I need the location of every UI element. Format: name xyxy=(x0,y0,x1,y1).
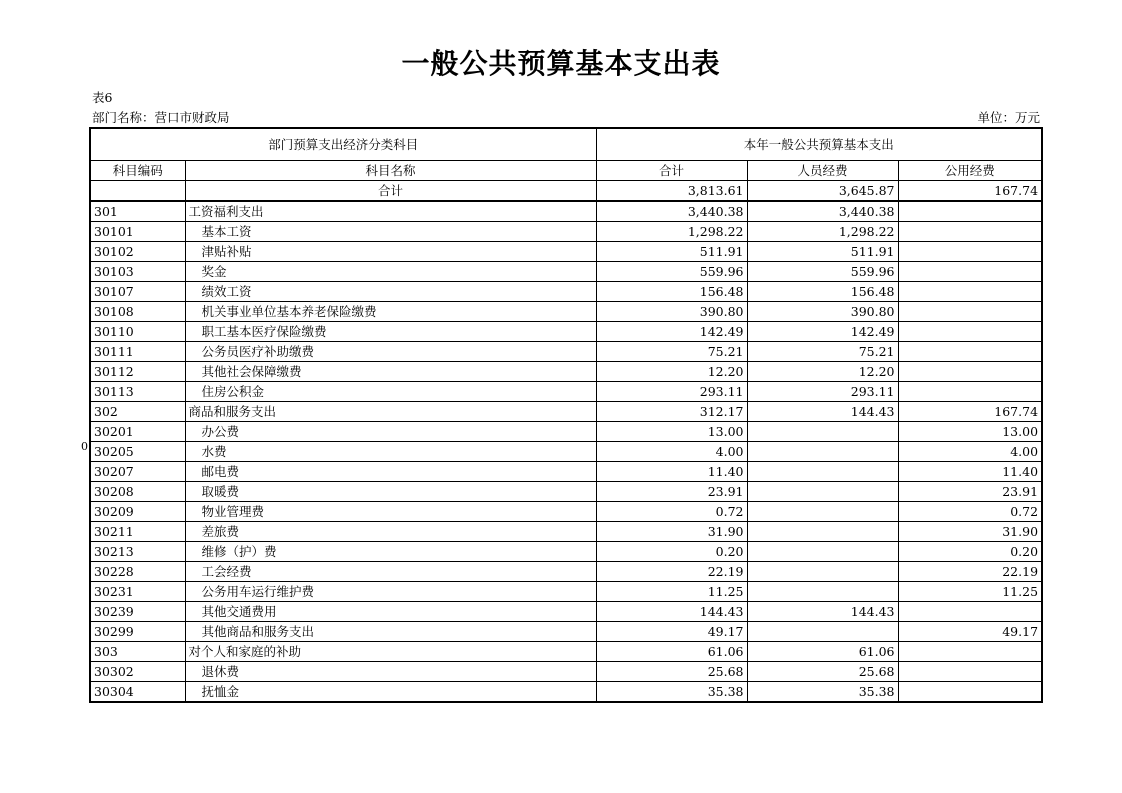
row-public xyxy=(898,322,1042,342)
row-public xyxy=(898,382,1042,402)
row-personnel xyxy=(747,522,898,542)
header-group-row xyxy=(90,128,1042,161)
row-code: 30102 xyxy=(90,242,185,262)
row-code: 30110 xyxy=(90,322,185,342)
row-personnel xyxy=(747,562,898,582)
row-total: 293.11 xyxy=(596,382,747,402)
row-code: 30108 xyxy=(90,302,185,322)
table-row xyxy=(90,422,1042,442)
table-row xyxy=(90,602,1042,622)
row-personnel xyxy=(747,422,898,442)
row-public: 167.74 xyxy=(898,402,1042,422)
table-row xyxy=(90,242,1042,262)
row-name: 职工基本医疗保险缴费 xyxy=(185,322,596,342)
row-name: 工会经费 xyxy=(185,562,596,582)
row-name: 机关事业单位基本养老保险缴费 xyxy=(185,302,596,322)
row-public xyxy=(898,302,1042,322)
row-public: 22.19 xyxy=(898,562,1042,582)
row-total: 11.25 xyxy=(596,582,747,602)
row-public: 23.91 xyxy=(898,482,1042,502)
row-total: 0.20 xyxy=(596,542,747,562)
row-total: 4.00 xyxy=(596,442,747,462)
row-name: 取暖费 xyxy=(185,482,596,502)
row-total: 12.20 xyxy=(596,362,747,382)
row-total: 35.38 xyxy=(596,682,747,703)
total-public: 167.74 xyxy=(898,181,1042,202)
table-row xyxy=(90,442,1042,462)
row-total: 390.80 xyxy=(596,302,747,322)
row-public xyxy=(898,602,1042,622)
row-code: 30209 xyxy=(90,502,185,522)
row-code: 30231 xyxy=(90,582,185,602)
header-group-left: 部门预算支出经济分类科目 xyxy=(90,128,596,161)
table-row xyxy=(90,662,1042,682)
row-personnel: 156.48 xyxy=(747,282,898,302)
row-code: 30304 xyxy=(90,682,185,703)
total-personnel: 3,645.87 xyxy=(747,181,898,202)
row-public: 0.72 xyxy=(898,502,1042,522)
row-total: 3,440.38 xyxy=(596,201,747,222)
header-total: 合计 xyxy=(596,161,747,181)
table-row xyxy=(90,362,1042,382)
row-name: 差旅费 xyxy=(185,522,596,542)
row-code: 30228 xyxy=(90,562,185,582)
row-name: 津贴补贴 xyxy=(185,242,596,262)
row-personnel xyxy=(747,482,898,502)
row-total: 25.68 xyxy=(596,662,747,682)
row-code: 30205 xyxy=(90,442,185,462)
stray-mark: 0 xyxy=(81,440,88,453)
row-total: 144.43 xyxy=(596,602,747,622)
row-name: 商品和服务支出 xyxy=(185,402,596,422)
department-name: 部门名称：营口市财政局 xyxy=(92,110,230,125)
row-code: 30107 xyxy=(90,282,185,302)
header-group-right: 本年一般公共预算基本支出 xyxy=(596,128,1042,161)
row-name: 其他商品和服务支出 xyxy=(185,622,596,642)
row-total: 13.00 xyxy=(596,422,747,442)
row-total: 11.40 xyxy=(596,462,747,482)
table-row xyxy=(90,462,1042,482)
page-title: 一般公共预算基本支出表 xyxy=(401,47,721,80)
row-personnel: 144.43 xyxy=(747,602,898,622)
unit-label: 单位：万元 xyxy=(977,110,1040,125)
expenditure-table xyxy=(89,127,1043,703)
total-total: 3,813.61 xyxy=(596,181,747,202)
header-public: 公用经费 xyxy=(898,161,1042,181)
row-name: 公务用车运行维护费 xyxy=(185,582,596,602)
row-total: 0.72 xyxy=(596,502,747,522)
table-row xyxy=(90,282,1042,302)
table-row xyxy=(90,502,1042,522)
row-code: 30208 xyxy=(90,482,185,502)
table-row xyxy=(90,622,1042,642)
row-personnel xyxy=(747,442,898,462)
row-code: 30239 xyxy=(90,602,185,622)
row-public: 49.17 xyxy=(898,622,1042,642)
row-total: 312.17 xyxy=(596,402,747,422)
row-personnel: 144.43 xyxy=(747,402,898,422)
row-public xyxy=(898,682,1042,703)
row-name: 维修（护）费 xyxy=(185,542,596,562)
row-total: 31.90 xyxy=(596,522,747,542)
row-public xyxy=(898,262,1042,282)
row-personnel xyxy=(747,622,898,642)
table-row xyxy=(90,562,1042,582)
row-name: 公务员医疗补助缴费 xyxy=(185,342,596,362)
row-name: 奖金 xyxy=(185,262,596,282)
row-personnel xyxy=(747,582,898,602)
table-row xyxy=(90,222,1042,242)
row-personnel: 35.38 xyxy=(747,682,898,703)
row-name: 住房公积金 xyxy=(185,382,596,402)
total-name: 合计 xyxy=(185,181,596,202)
table-row xyxy=(90,382,1042,402)
table-row xyxy=(90,201,1042,222)
row-code: 30113 xyxy=(90,382,185,402)
row-public xyxy=(898,222,1042,242)
row-code: 303 xyxy=(90,642,185,662)
row-personnel: 61.06 xyxy=(747,642,898,662)
row-public xyxy=(898,662,1042,682)
table-row xyxy=(90,262,1042,282)
table-row xyxy=(90,342,1042,362)
row-code: 30112 xyxy=(90,362,185,382)
row-code: 30103 xyxy=(90,262,185,282)
table-row xyxy=(90,642,1042,662)
row-personnel: 12.20 xyxy=(747,362,898,382)
row-public xyxy=(898,362,1042,382)
row-public xyxy=(898,201,1042,222)
row-code: 30207 xyxy=(90,462,185,482)
row-public: 4.00 xyxy=(898,442,1042,462)
header-personnel: 人员经费 xyxy=(747,161,898,181)
row-personnel: 3,440.38 xyxy=(747,201,898,222)
row-name: 对个人和家庭的补助 xyxy=(185,642,596,662)
row-personnel: 75.21 xyxy=(747,342,898,362)
table-row xyxy=(90,582,1042,602)
row-total: 1,298.22 xyxy=(596,222,747,242)
row-name: 其他社会保障缴费 xyxy=(185,362,596,382)
row-personnel: 559.96 xyxy=(747,262,898,282)
row-name: 邮电费 xyxy=(185,462,596,482)
table-row xyxy=(90,482,1042,502)
row-code: 302 xyxy=(90,402,185,422)
row-total: 559.96 xyxy=(596,262,747,282)
row-public: 13.00 xyxy=(898,422,1042,442)
row-public xyxy=(898,242,1042,262)
row-code: 30211 xyxy=(90,522,185,542)
row-personnel xyxy=(747,462,898,482)
table-row xyxy=(90,542,1042,562)
table-row xyxy=(90,302,1042,322)
header-code: 科目编码 xyxy=(90,161,185,181)
row-name: 退休费 xyxy=(185,662,596,682)
row-personnel: 1,298.22 xyxy=(747,222,898,242)
row-total: 75.21 xyxy=(596,342,747,362)
row-name: 水费 xyxy=(185,442,596,462)
row-name: 抚恤金 xyxy=(185,682,596,703)
row-name: 物业管理费 xyxy=(185,502,596,522)
row-personnel: 25.68 xyxy=(747,662,898,682)
row-public xyxy=(898,282,1042,302)
total-code xyxy=(90,181,185,202)
row-total: 23.91 xyxy=(596,482,747,502)
table-number: 表6 xyxy=(92,90,113,105)
row-code: 30302 xyxy=(90,662,185,682)
row-personnel: 390.80 xyxy=(747,302,898,322)
row-public: 11.25 xyxy=(898,582,1042,602)
table-row xyxy=(90,402,1042,422)
row-code: 30111 xyxy=(90,342,185,362)
header-column-row xyxy=(90,161,1042,181)
row-total: 142.49 xyxy=(596,322,747,342)
row-total: 511.91 xyxy=(596,242,747,262)
row-personnel xyxy=(747,502,898,522)
header-name: 科目名称 xyxy=(185,161,596,181)
row-public xyxy=(898,642,1042,662)
table-row xyxy=(90,682,1042,703)
row-public xyxy=(898,342,1042,362)
row-total: 49.17 xyxy=(596,622,747,642)
row-public: 11.40 xyxy=(898,462,1042,482)
row-name: 办公费 xyxy=(185,422,596,442)
row-name: 基本工资 xyxy=(185,222,596,242)
row-personnel: 293.11 xyxy=(747,382,898,402)
row-personnel: 142.49 xyxy=(747,322,898,342)
row-name: 其他交通费用 xyxy=(185,602,596,622)
row-code: 301 xyxy=(90,201,185,222)
row-personnel: 511.91 xyxy=(747,242,898,262)
row-code: 30213 xyxy=(90,542,185,562)
row-total: 22.19 xyxy=(596,562,747,582)
row-code: 30101 xyxy=(90,222,185,242)
row-name: 绩效工资 xyxy=(185,282,596,302)
row-code: 30201 xyxy=(90,422,185,442)
row-total: 61.06 xyxy=(596,642,747,662)
row-code: 30299 xyxy=(90,622,185,642)
row-name: 工资福利支出 xyxy=(185,201,596,222)
row-public: 0.20 xyxy=(898,542,1042,562)
table-row xyxy=(90,522,1042,542)
row-personnel xyxy=(747,542,898,562)
row-total: 156.48 xyxy=(596,282,747,302)
total-row xyxy=(90,181,1042,202)
table-row xyxy=(90,322,1042,342)
row-public: 31.90 xyxy=(898,522,1042,542)
